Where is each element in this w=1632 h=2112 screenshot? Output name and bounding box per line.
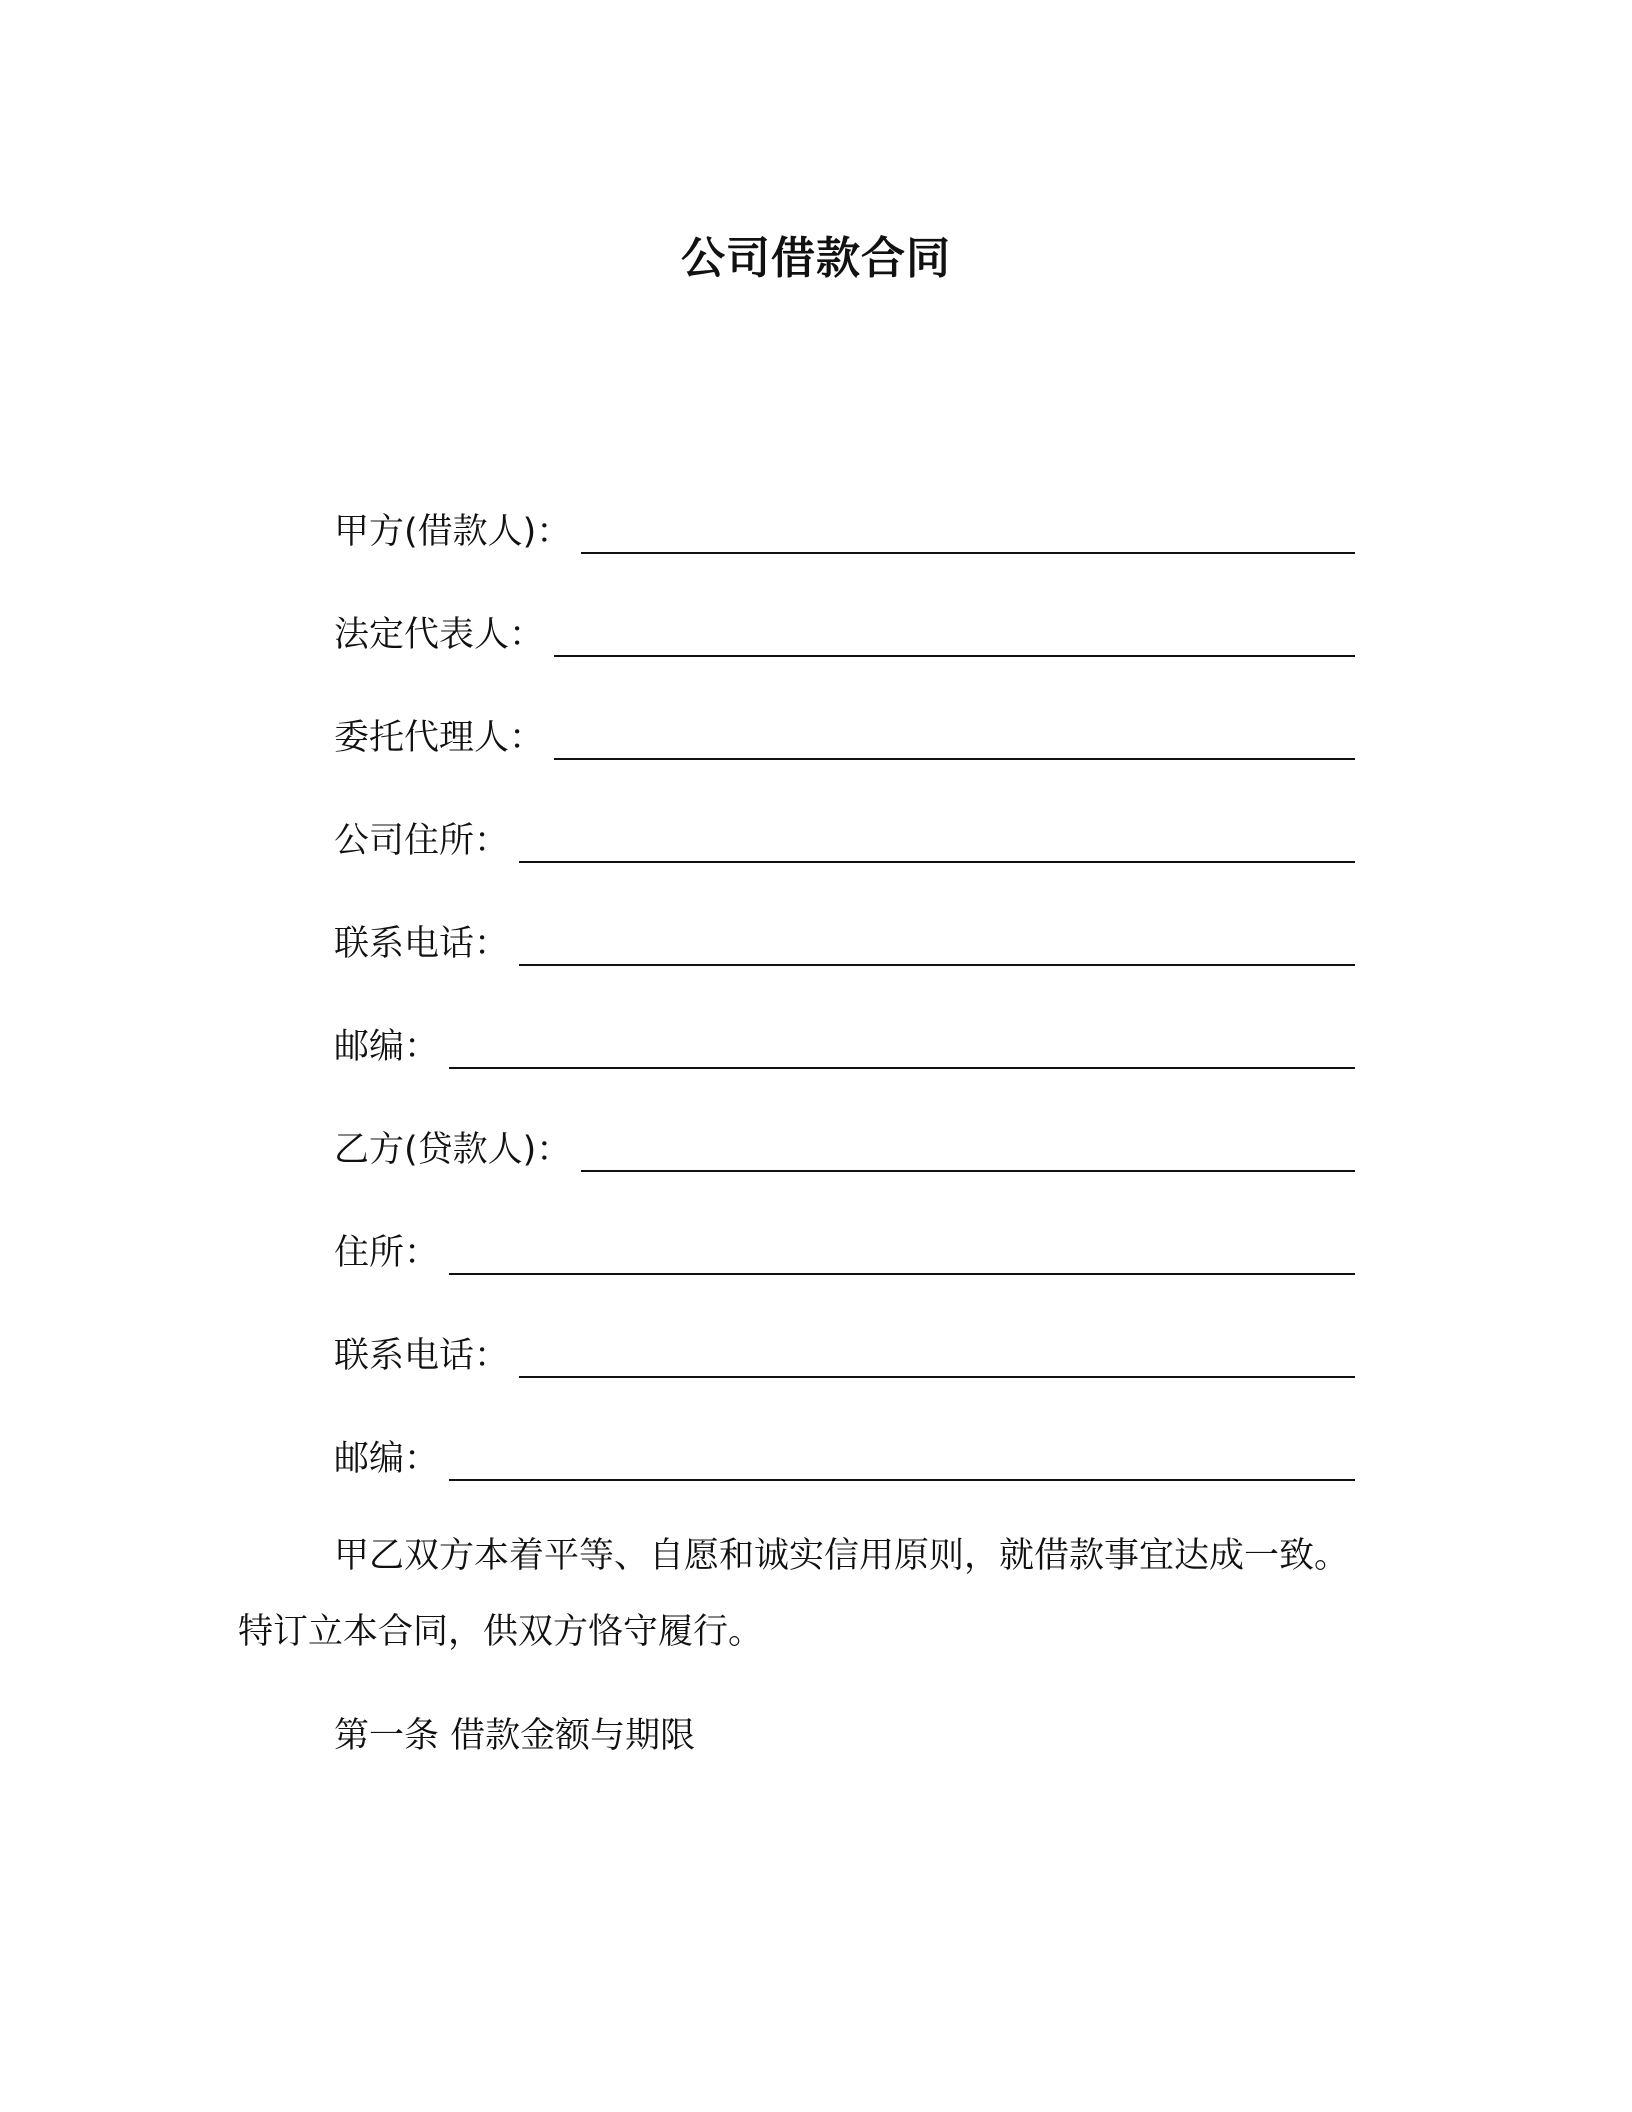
- field-label: 住所：: [334, 1233, 440, 1273]
- fill-in-blank-line: [449, 1027, 1355, 1069]
- field-label: 法定代表人：: [334, 615, 545, 655]
- fill-in-blank-line: [519, 821, 1355, 863]
- party-b-lender-field: [334, 1118, 1355, 1172]
- field-label: 联系电话：: [334, 1336, 510, 1376]
- fill-in-blank-line: [581, 512, 1355, 554]
- party-a-phone-field: [334, 912, 1355, 966]
- party-b-address-field: [334, 1221, 1355, 1275]
- document-title: 公司借款合同: [681, 233, 951, 284]
- field-label: 联系电话：: [334, 924, 510, 964]
- section-heading: 第一条 借款金额与期限: [334, 1716, 696, 1756]
- field-label: 邮编：: [334, 1027, 440, 1067]
- field-label: 公司住所：: [334, 821, 510, 861]
- field-label: 邮编：: [334, 1439, 440, 1479]
- fill-in-blank-line: [449, 1233, 1355, 1275]
- intro-paragraph-line-2: 特订立本合同，供双方恪守履行。: [238, 1612, 764, 1652]
- party-b-postcode-field: [334, 1427, 1355, 1481]
- fill-in-blank-line: [554, 615, 1355, 657]
- authorized-agent-field: [334, 706, 1355, 760]
- fill-in-blank-line: [554, 718, 1355, 760]
- fill-in-blank-line: [449, 1439, 1355, 1481]
- legal-representative-field: [334, 603, 1355, 657]
- party-a-borrower-field: [334, 500, 1355, 554]
- field-label: 乙方(贷款人)：: [334, 1130, 572, 1170]
- party-a-postcode-field: [334, 1015, 1355, 1069]
- fill-in-blank-line: [519, 924, 1355, 966]
- fill-in-blank-line: [581, 1130, 1355, 1172]
- field-label: 委托代理人：: [334, 718, 545, 758]
- field-label: 甲方(借款人)：: [334, 512, 572, 552]
- party-b-phone-field: [334, 1324, 1355, 1378]
- company-address-field: [334, 809, 1355, 863]
- fill-in-blank-line: [519, 1336, 1355, 1378]
- intro-paragraph-line-1: 甲乙双方本着平等、自愿和诚实信用原则，就借款事宜达成一致。: [334, 1536, 1350, 1576]
